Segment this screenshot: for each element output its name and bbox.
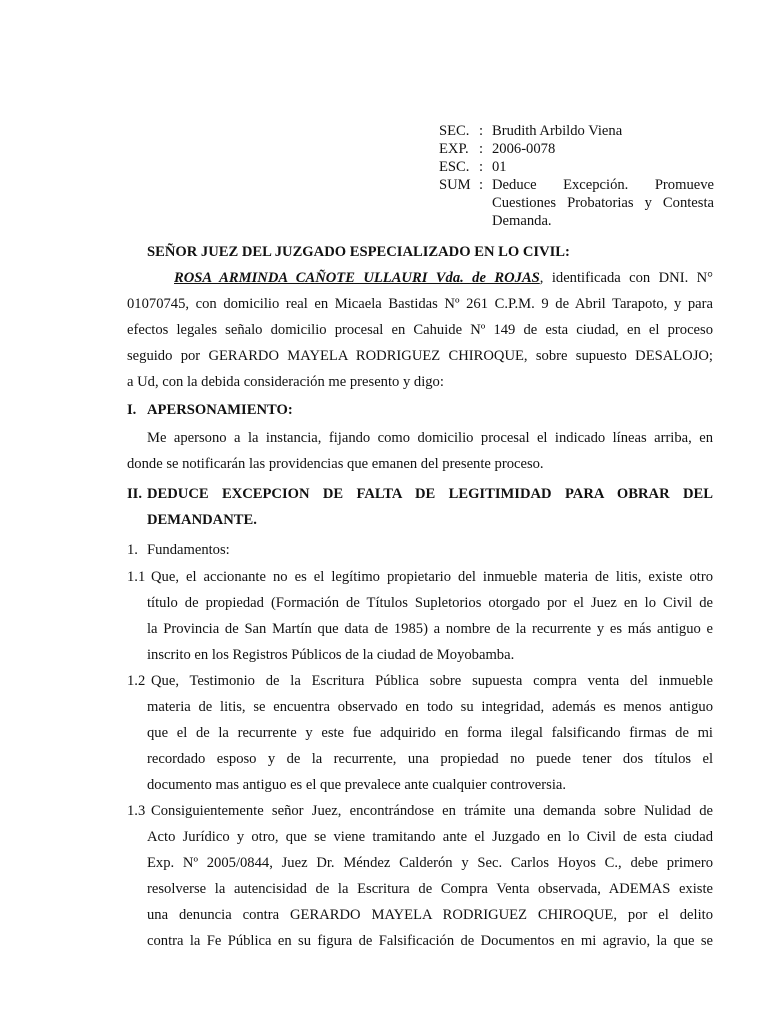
case-header xyxy=(439,122,714,230)
item-1-3-number: 1.3 xyxy=(127,803,146,819)
header-key: SUM xyxy=(439,177,471,193)
petitioner-name: ROSA ARMINDA CAÑOTE ULLAURI Vda. de ROJAS xyxy=(174,270,540,286)
item-1-3-line: Exp. Nº 2005/0844, Juez Dr. Méndez Calderón y Sec. Carlos Hoyos C., debe primero xyxy=(147,855,713,871)
header-row-esc xyxy=(439,158,714,176)
item-1-2-line: documento mas antiguo es el que prevalece ante cualquier controversia. xyxy=(147,777,566,793)
header-sep: : xyxy=(479,123,484,139)
section-2-title-line-2: DEMANDANTE. xyxy=(147,512,257,528)
item-1-1-number: 1.1 xyxy=(127,569,146,585)
item-1-3-line: contra la Fe Pública en su figura de Falsificación de Documentos en mi agravio, la que se xyxy=(147,933,713,949)
header-value: Deduce Excepción. Promueve Cuestiones Probatorias y Contesta Demanda. xyxy=(492,177,714,229)
header-row-sum xyxy=(439,176,714,230)
item-1-1-line: inscrito en los Registros Públicos de la ciudad de Moyobamba. xyxy=(147,647,515,663)
item-1-3-line: resolverse la autencisidad de la Escritura de Compra Venta observada, ADEMAS existe xyxy=(147,881,713,897)
section-2-number: II. xyxy=(127,486,143,502)
fundamentos-number: 1. xyxy=(127,542,138,558)
intro-text: , identificada con DNI. N° xyxy=(539,270,714,286)
header-value: 2006-0078 xyxy=(492,141,556,157)
fundamentos-label: Fundamentos: xyxy=(147,542,230,558)
header-row-sec xyxy=(439,122,714,140)
header-key: ESC. xyxy=(439,159,470,175)
item-1-2-line: materia de litis, se encuentra observado en todo su integridad, además es menos antiguo xyxy=(147,699,713,715)
header-row-exp xyxy=(439,140,714,158)
item-1-3-line: Acto Jurídico y otro, que se viene tramitando ante el Juzgado en lo Civil de esta ciudad xyxy=(147,829,713,845)
header-key: SEC. xyxy=(439,123,470,139)
header-value: Brudith Arbildo Viena xyxy=(492,123,623,139)
intro-line-2: 01070745, con domicilio real en Micaela Bastidas Nº 261 C.P.M. 9 de Abril Tarapoto, y para xyxy=(127,296,713,312)
item-1-1-line: Que, el accionante no es el legítimo propietario del inmueble materia de litis, existe otro xyxy=(151,569,713,585)
header-sep: : xyxy=(479,141,484,157)
section-2-title-line-1: DEDUCE EXCEPCION DE FALTA DE LEGITIMIDAD PARA OBRAR DEL xyxy=(147,486,713,502)
addressee-heading: SEÑOR JUEZ DEL JUZGADO ESPECIALIZADO EN LO CIVIL: xyxy=(147,244,570,260)
header-sep: : xyxy=(479,159,484,175)
intro-line-4: seguido por GERARDO MAYELA RODRIGUEZ CHIROQUE, sobre supuesto DESALOJO; xyxy=(127,348,713,364)
item-1-3-line: Consiguientemente señor Juez, encontrándose en trámite una demanda sobre Nulidad de xyxy=(151,803,713,819)
item-1-2-number: 1.2 xyxy=(127,673,146,689)
item-1-2-line: que el de la recurrente y este fue adquirido en forma ilegal falsificando firmas de mi xyxy=(147,725,713,741)
header-value: 01 xyxy=(492,159,507,175)
section-1-line-2: donde se notificarán las providencias que emanen del presente proceso. xyxy=(127,456,544,472)
item-1-2-line: recordado esposo y de la recurrente, una propiedad no puede tener dos títulos el xyxy=(147,751,713,767)
header-key: EXP. xyxy=(439,141,469,157)
item-1-2-line: Que, Testimonio de la Escritura Pública sobre supuesta compra venta del inmueble xyxy=(151,673,713,689)
section-1-number: I. xyxy=(127,402,137,418)
section-1-title: APERSONAMIENTO: xyxy=(147,402,293,418)
item-1-3-line: una denuncia contra GERARDO MAYELA RODRIGUEZ CHIROQUE, por el delito xyxy=(147,907,713,923)
item-1-1-line: la Provincia de San Martín que data de 1985) a nombre de la recurrente y es más antiguo e xyxy=(147,621,713,637)
intro-line-5: a Ud, con la debida consideración me presento y digo: xyxy=(127,374,444,390)
intro-line-1 xyxy=(174,265,713,291)
item-1-1-line: título de propiedad (Formación de Títulos Supletorios otorgado por el Juez en lo Civil de xyxy=(147,595,713,611)
header-sep: : xyxy=(479,177,484,193)
section-1-line-1: Me apersono a la instancia, fijando como domicilio procesal el indicado líneas arriba, en xyxy=(147,430,713,446)
intro-line-3: efectos legales señalo domicilio procesal en Cahuide Nº 149 de esta ciudad, en el proceso xyxy=(127,322,713,338)
